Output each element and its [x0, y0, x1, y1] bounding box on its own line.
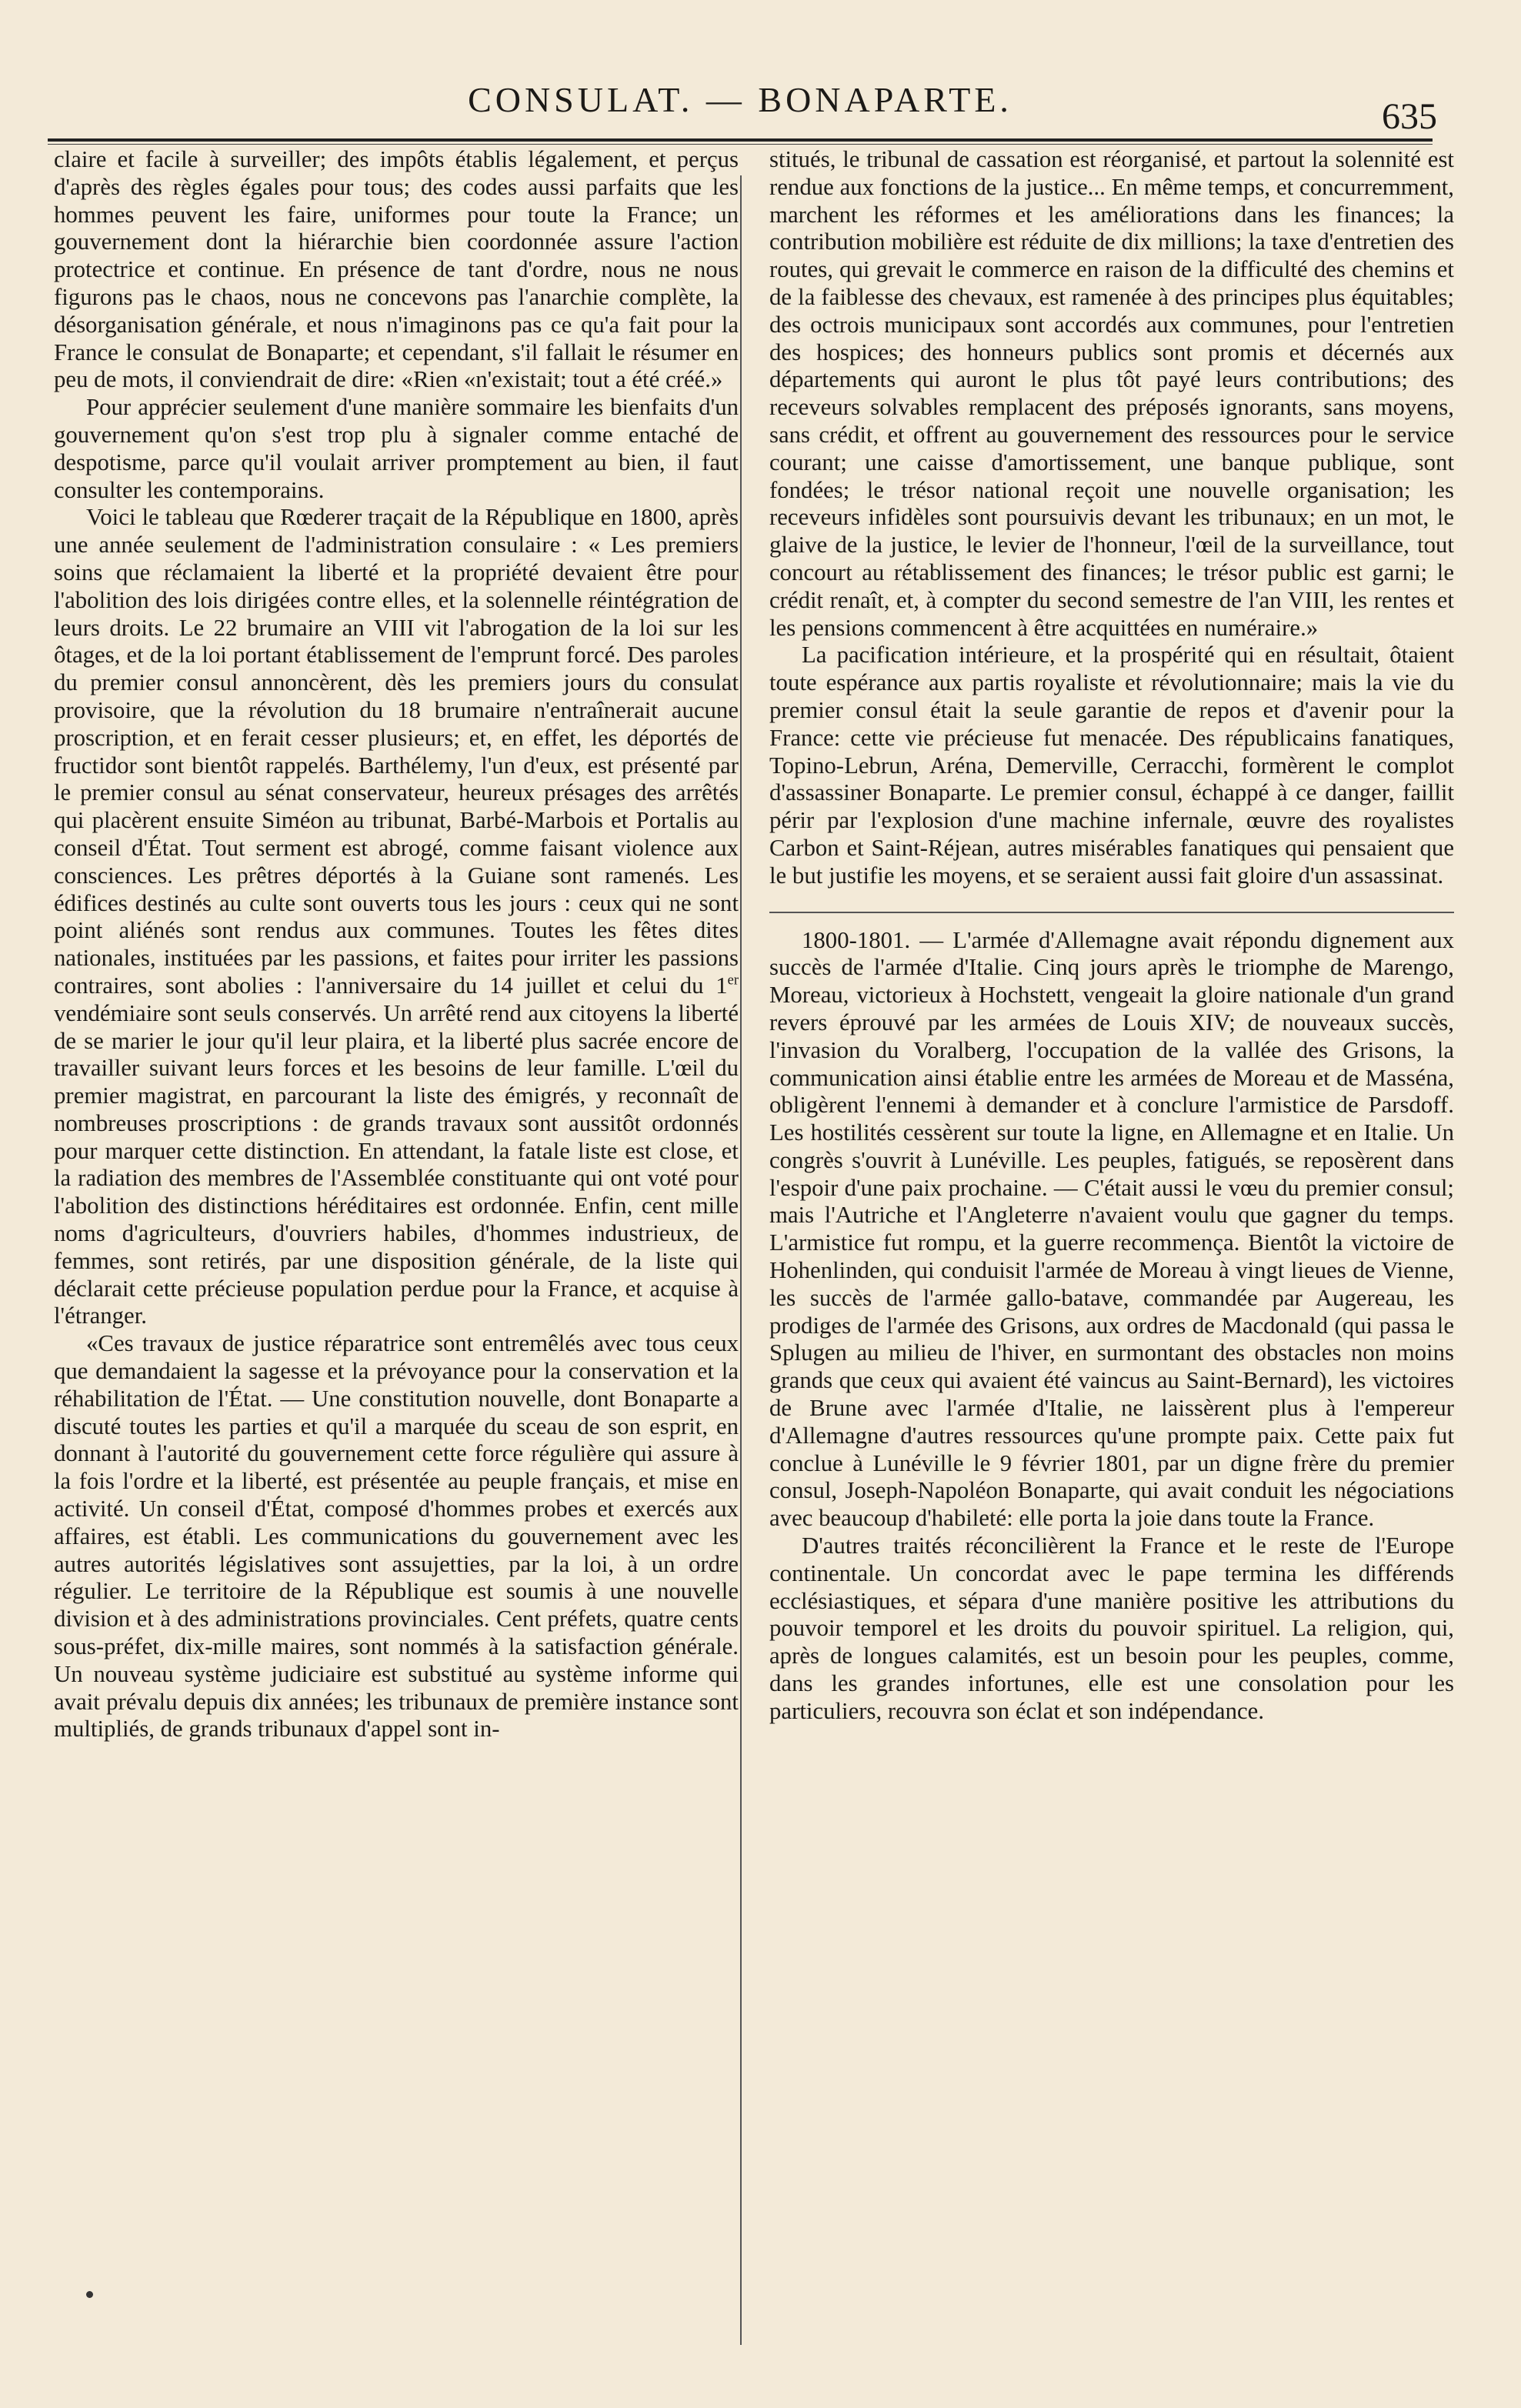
paragraph: D'autres traités réconcilièrent la France et le reste de l'Europe continentale. Un concordat avec le pape termina les différends ecclésiastiques, et sépara d'une manière positive les attributions du pouvoir temporel et les droits du pouvoir spirituel. La religion, qui, après de longues calamités, est un besoin pour les peuples, comme, dans les grandes infortunes, elle est une consolation pour les particuliers, recouvra son éclat et son indépendance. — [769, 1533, 1454, 1724]
paragraph: «Ces travaux de justice réparatrice sont entremêlés avec tous ceux que demandaient la sagesse et la prévoyance pour la conservation et la réhabilitation de l'État. — Une constitution nouvelle, dont Bonaparte a discuté toutes les parties et qu'il a marquée du sceau de son esprit, en donnant à l'autorité du gouvernement cette force régulière qui assure à la fois l'ordre et la liberté, est présentée au peuple français, et mise en activité. Un conseil d'État, composé d'hommes probes et exercés aux affaires, est établi. Les communications du gouvernement avec les autres autorités législatives sont assujetties, par la loi, à un ordre régulier. Le territoire de la République est soumis à une nouvelle division et à des administrations provinciales. Cent préfets, quatre cents sous-préfet, dix-mille maires, sont nommés à la satisfaction générale. Un nouveau système judiciaire est substitué au système informe qui avait prévalu depuis dix années; les tribunaux de première instance sont multipliés, de grands tribunaux d'appel sont in- — [54, 1330, 739, 1743]
section-year: 1800-1801. — [802, 926, 911, 953]
paragraph-text: Voici le tableau que Rœderer traçait de la République en 1800, après une année seulement de l'administration consulaire : « Les premiers soins que réclamaient la liberté et la propriété devaient être pour l'abolition des lois dirigées contre elles, et la solennelle réintégration de leurs droits. Le 22 brumaire an VIII vit l'abrogation de la loi sur les ôtages, et de la loi portant établissement de l'emprunt forcé. Des paroles du premier consul annoncèrent, dès les premiers jours du consulat provisoire, que la révolution du 18 brumaire n'entraînerait aucune proscription, et en ferait cesser plusieurs; et, en effet, les déportés de fructidor sont bientôt rappelés. Barthélemy, l'un d'eux, est présenté par le premier consul au sénat conservateur, heureux présages des arrêtés qui placèrent ensuite Siméon au tribunat, Barbé-Marbois et Portalis au conseil d'État. Tout serment est abrogé, comme faisant violence aux consciences. Les prêtres déportés à la Guiane sont ramenés. Les édifices destinés au culte sont ouverts tous les jours : ceux qui ne sont point aliénés sont rendus aux communes. Toutes les fêtes dites nationales, instituées par les passions, et faites pour irriter les passions contraires, sont abolies : l'anniversaire du 14 juillet et celui du 1 — [54, 504, 739, 999]
paragraph-text: vendémiaire sont seuls conservés. Un arrêté rend aux citoyens la liberté de se marier le jour qu'il leur plaira, et la liberté plus sacrée encore de travailler suivant leurs forces et les besoins de leur famille. L'œil du premier magistrat, en parcourant la liste des émigrés, y reconnaît de nombreuses proscriptions : de grands travaux sont aussitôt ordonnés pour marquer cette distinction. En attendant, la fatale liste est close, et la radiation des membres de l'Assemblée constituante qui ont voté pour l'abolition des distinctions héréditaires est ordonnée. Enfin, cent mille noms d'agriculteurs, d'ouvriers habiles, d'hommes industrieux, de femmes, sont retirés, par une disposition générale, de la liste qui déclarait cette précieuse population perdue pour la France, et acquise à l'étranger. — [54, 999, 739, 1329]
page-number: 635 — [1382, 96, 1437, 137]
paragraph — [54, 504, 739, 1330]
print-speck — [86, 2291, 93, 2298]
section-separator — [769, 912, 1454, 913]
paragraph-text: — L'armée d'Allemagne avait répondu dignement aux succès de l'armée d'Italie. Cinq jours après le triomphe de Marengo, Moreau, victorieux à Hochstett, vengeait la gloire nationale d'un grand revers éprouvé par les armées de Louis XIV; de nouveaux succès, l'invasion du Voralberg, l'occupation de la vallée des Grisons, la communication ainsi établie entre les armées de Moreau et de Masséna, obligèrent l'ennemi à demander et à conclure l'armistice de Parsdoff. Les hostilités cessèrent sur toute la ligne, en Allemagne et en Italie. Un congrès s'ouvrit à Lunéville. Les peuples, fatigués, se reposèrent dans l'espoir d'une paix prochaine. — C'était aussi le vœu du premier consul; mais l'Autriche et l'Angleterre n'avaient voulu que gagner du temps. L'armistice fut rompu, et la guerre recommença. Bientôt la victoire de Hohenlinden, qui conduisit l'armée de Moreau à vingt lieues de Vienne, les succès de l'armée gallo-batave, commandée par Augereau, les prodiges de l'armée des Grisons, aux ordres de Macdonald (qui passa le Splugen au milieu de l'hiver, en surmontant des obstacles non moins grands que ceux qui avaient été vaincus au Saint-Bernard), les victoires de Brune avec l'armée d'Italie, ne laissèrent plus à l'empereur d'Allemagne d'autres ressources qu'une prompte paix. Cette paix fut conclue à Lunéville le 9 février 1801, par un digne frère du premier consul, Joseph-Napoléon Bonaparte, qui avait conduit les négociations avec beaucoup d'habileté: elle porta la joie dans toute la France. — [769, 926, 1454, 1532]
column-divider — [740, 175, 742, 2345]
header-rule — [48, 138, 1433, 145]
superscript: er — [727, 972, 739, 988]
page-header — [48, 77, 1437, 146]
paragraph — [769, 927, 1454, 1533]
right-column — [769, 146, 1454, 1726]
left-column — [54, 146, 739, 1743]
paragraph: stitués, le tribunal de cassation est réorganisé, et partout la solennité est rendue aux fonctions de la justice... En même temps, et concurremment, marchent les réformes et les améliorations dans les finances; la contribution mobilière est réduite de dix millions; la taxe d'entretien des routes, qui grevait le commerce en raison de la difficulté des chemins et de la faiblesse des chevaux, est ramenée à des principes plus équitables; des octrois municipaux sont accordés aux communes, pour l'entretien des hospices; des honneurs publics sont promis et décernés aux départements qui auront le plus tôt payé leurs contributions; des receveurs solvables remplacent des préposés ignorants, sans moyens, sans crédit, et offrent au gouvernement des ressources pour le service courant; une caisse d'amortissement, une banque publique, sont fondées; le trésor national reçoit une nouvelle organisation; les receveurs infidèles sont poursuivis devant les tribunaux; en un mot, le glaive de la justice, le levier de l'honneur, l'œil de la surveillance, tout concourt au rétablissement des finances; le trésor public est garni; le crédit renaît, et, à compter du second semestre de l'an VIII, les rentes et les pensions commencent à être acquittées en numéraire.» — [769, 146, 1454, 641]
running-head: CONSULAT. — BONAPARTE. — [468, 80, 1012, 119]
paragraph: claire et facile à surveiller; des impôts établis légalement, et perçus d'après des règles égales pour tous; des codes aussi parfaits que les hommes peuvent les faire, uniformes pour toute la France; un gouvernement dont la hiérarchie bien coordonnée assure l'action protectrice et continue. En présence de tant d'ordre, nous ne nous figurons pas le chaos, nous ne concevons pas l'anarchie complète, la désorganisation générale, et nous n'imaginons pas ce qu'a fait pour la France le consulat de Bonaparte; et cependant, s'il fallait le résumer en peu de mots, il conviendrait de dire: «Rien «n'existait; tout a été créé.» — [54, 146, 739, 393]
paragraph: Pour apprécier seulement d'une manière sommaire les bienfaits d'un gouvernement qu'on s'est trop plu à signaler comme entaché de despotisme, parce qu'il voulait arriver promptement au bien, il faut consulter les contemporains. — [54, 394, 739, 503]
paragraph: La pacification intérieure, et la prospérité qui en résultait, ôtaient toute espérance aux partis royaliste et révolutionnaire; mais la vie du premier consul était la seule garantie de repos et d'avenir pour la France: cette vie précieuse fut menacée. Des républicains fanatiques, Topino-Lebrun, Aréna, Demerville, Cerracchi, formèrent le complot d'assassiner Bonaparte. Le premier consul, échappé à ce danger, faillit périr par l'explosion d'une machine infernale, œuvre des royalistes Carbon et Saint-Réjean, autres misérables fanatiques qui pensaient que le but justifie les moyens, et se seraient aussi fait gloire d'un assassinat. — [769, 642, 1454, 889]
